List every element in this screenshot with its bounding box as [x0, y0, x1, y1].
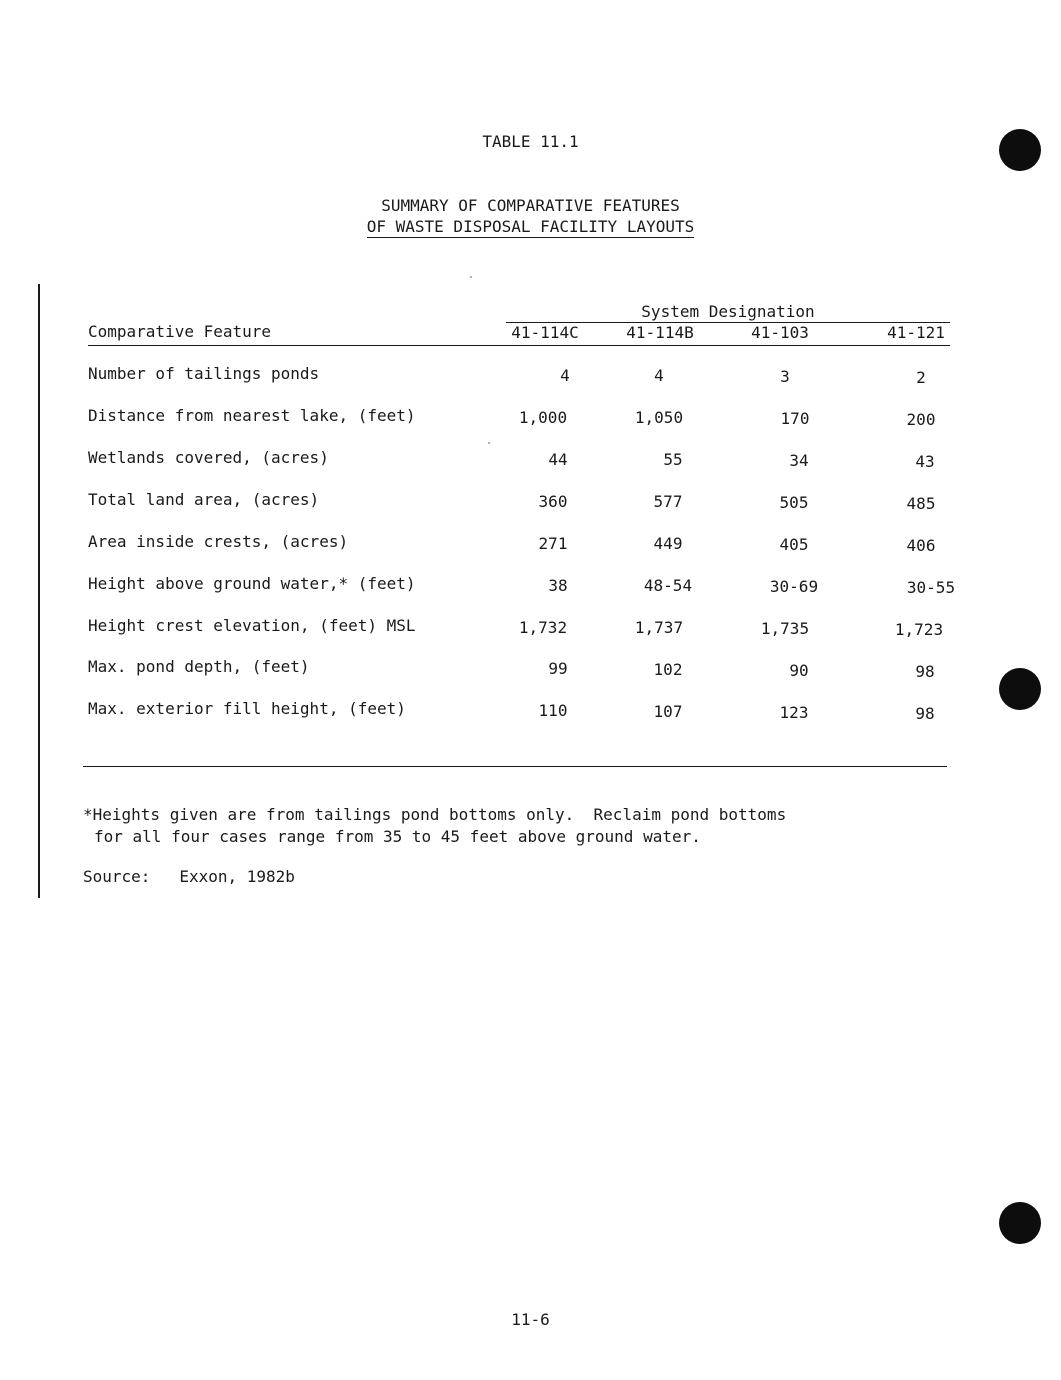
- table-cell: 1,000: [518, 408, 568, 427]
- row-label: Height above ground water,* (feet): [88, 574, 416, 593]
- table-cell: 38: [548, 576, 568, 595]
- table-subtitle-line2: OF WASTE DISPOSAL FACILITY LAYOUTS: [366, 217, 695, 236]
- table-cell: 505: [779, 493, 809, 512]
- table-cell: 485: [906, 494, 936, 513]
- column-header-41-103: 41-103: [751, 323, 809, 342]
- margin-change-bar: [38, 284, 40, 898]
- punch-hole-dot: [999, 1202, 1041, 1244]
- table-cell: 1,732: [518, 618, 568, 637]
- table-cell: 3: [780, 367, 790, 386]
- table-subtitle-line1: SUMMARY OF COMPARATIVE FEATURES: [381, 196, 680, 215]
- row-label: Max. pond depth, (feet): [88, 657, 310, 676]
- table-bottom-rule: [83, 766, 947, 767]
- row-label: Area inside crests, (acres): [88, 532, 349, 551]
- table-subtitle-line2-wrap: [0, 217, 1061, 236]
- table-cell: 99: [548, 659, 568, 678]
- table-cell: 55: [663, 450, 683, 469]
- source-line: [83, 867, 295, 886]
- table-cell: 1,735: [760, 619, 810, 638]
- table-cell: 170: [780, 409, 810, 428]
- table-cell: 30-55: [906, 578, 956, 597]
- table-cell: 271: [538, 534, 568, 553]
- row-label: Height crest elevation, (feet) MSL: [88, 616, 416, 635]
- table-cell: 4: [654, 366, 664, 385]
- table-cell: 200: [906, 410, 936, 429]
- footnote-line2: for all four cases range from 35 to 45 feet above ground water.: [94, 827, 701, 846]
- table-cell: 123: [779, 703, 809, 722]
- table-cell: 2: [916, 368, 926, 387]
- system-designation-header: System Designation: [506, 302, 950, 323]
- table-cell: 4: [560, 366, 570, 385]
- table-cell: 34: [789, 451, 809, 470]
- column-header-41-114c: 41-114C: [511, 323, 579, 342]
- table-cell: 90: [789, 661, 809, 680]
- table-cell: 107: [653, 702, 683, 721]
- table-cell: 1,050: [634, 408, 684, 427]
- row-label: Distance from nearest lake, (feet): [88, 406, 416, 425]
- row-label: Number of tailings ponds: [88, 364, 320, 383]
- table-cell: 405: [779, 535, 809, 554]
- table-cell: 43: [915, 452, 935, 471]
- table-cell: 98: [915, 662, 935, 681]
- column-header-41-114b: 41-114B: [626, 323, 694, 342]
- table-title: TABLE 11.1: [482, 132, 579, 151]
- table-cell: 102: [653, 660, 683, 679]
- table-cell: 48-54: [643, 576, 693, 595]
- table-cell: 577: [653, 492, 683, 511]
- source-label: Source:: [83, 867, 151, 886]
- table-cell: 44: [548, 450, 568, 469]
- table-cell: 406: [906, 536, 936, 555]
- row-label: Wetlands covered, (acres): [88, 448, 329, 467]
- row-label: Max. exterior fill height, (feet): [88, 699, 406, 718]
- row-label: Total land area, (acres): [88, 490, 320, 509]
- table-cell: 449: [653, 534, 683, 553]
- table-cell: 1,737: [634, 618, 684, 637]
- table-cell: 360: [538, 492, 568, 511]
- column-header-41-121: 41-121: [887, 323, 945, 342]
- table-cell: 98: [915, 704, 935, 723]
- scan-speck: [470, 276, 472, 278]
- table-cell: 110: [538, 701, 568, 720]
- page-number: 11-6: [511, 1310, 550, 1329]
- scan-speck: [488, 442, 490, 444]
- punch-hole-dot: [999, 129, 1041, 171]
- source-value: Exxon, 1982b: [179, 867, 295, 886]
- punch-hole-dot: [999, 668, 1041, 710]
- comparative-feature-header: Comparative Feature: [88, 322, 272, 341]
- table-cell: 1,723: [894, 620, 944, 639]
- table-cell: 30-69: [769, 577, 819, 596]
- footnote-line1: *Heights given are from tailings pond bottoms only. Reclaim pond bottoms: [83, 805, 787, 824]
